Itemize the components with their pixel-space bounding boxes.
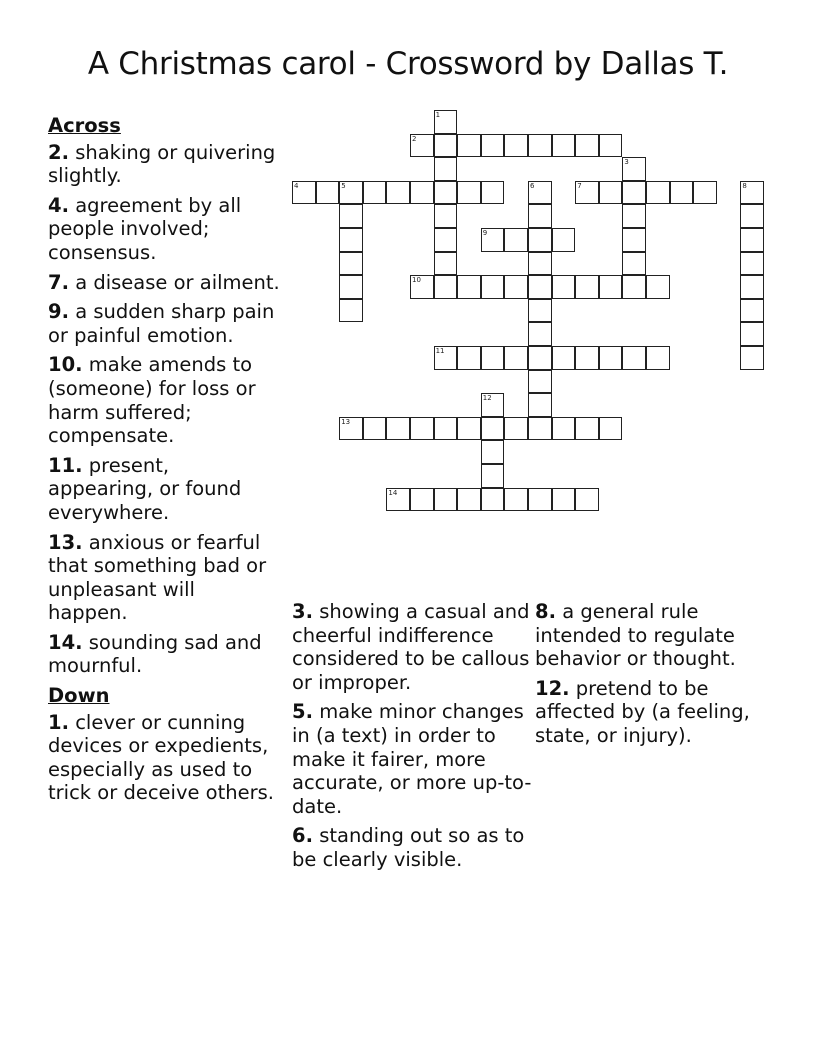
clue-text: sounding sad and mournful. — [48, 630, 262, 678]
clue-number: 10. — [48, 353, 83, 377]
clue-number: 8. — [535, 600, 556, 623]
grid-cell[interactable] — [528, 204, 552, 228]
grid-cell[interactable] — [575, 134, 599, 158]
grid-cell[interactable] — [410, 134, 434, 158]
grid-cell[interactable] — [434, 252, 458, 276]
cell-number: 13 — [341, 417, 351, 426]
clue-text: agreement by all people involved; consensus. — [48, 193, 242, 264]
grid-cell[interactable] — [552, 134, 576, 158]
grid-cell[interactable] — [434, 346, 458, 370]
grid-cell[interactable] — [504, 228, 528, 252]
clue-column-3 — [535, 600, 770, 754]
grid-cell[interactable] — [599, 134, 623, 158]
grid-cell[interactable] — [575, 417, 599, 441]
grid-cell[interactable] — [670, 181, 694, 205]
grid-cell[interactable] — [339, 181, 363, 205]
cell-number: 3 — [624, 158, 629, 167]
grid-cell[interactable] — [457, 275, 481, 299]
cell-number: 14 — [388, 488, 398, 497]
grid-cell[interactable] — [599, 417, 623, 441]
down-clue-3 — [292, 600, 532, 694]
clue-column-2 — [292, 600, 532, 878]
grid-cell[interactable] — [504, 346, 528, 370]
grid-cell[interactable] — [481, 488, 505, 512]
clue-text: shaking or quivering slightly. — [48, 140, 276, 188]
down-clue-5 — [292, 700, 532, 818]
grid-cell[interactable] — [410, 275, 434, 299]
clue-text: a sudden sharp pain or painful emotion. — [48, 300, 275, 347]
grid-cell[interactable] — [528, 299, 552, 323]
grid-cell[interactable] — [292, 181, 316, 205]
grid-cell[interactable] — [528, 346, 552, 370]
grid-cell[interactable] — [740, 346, 764, 370]
grid-cell[interactable] — [434, 110, 458, 134]
down-clue-6 — [292, 824, 532, 871]
grid-cell[interactable] — [740, 275, 764, 299]
grid-cell[interactable] — [622, 346, 646, 370]
grid-cell[interactable] — [552, 488, 576, 512]
cell-number: 9 — [482, 229, 488, 237]
clue-text: a general rule intended to regulate behavior or thought. — [535, 600, 736, 671]
clue-text: make amends to (someone) for loss or harm suffered; compensate. — [48, 353, 256, 448]
grid-cell[interactable] — [504, 275, 528, 299]
down-clue-12 — [535, 677, 770, 748]
clue-number: 5. — [292, 700, 313, 724]
grid-cell[interactable] — [481, 228, 505, 252]
clue-number: 14. — [48, 630, 83, 654]
grid-cell[interactable] — [528, 228, 552, 252]
grid-cell[interactable] — [339, 204, 363, 228]
grid-cell[interactable] — [339, 275, 363, 299]
across-clue-13 — [48, 531, 280, 625]
clue-number: 6. — [292, 824, 313, 848]
cell-number: 5 — [341, 181, 346, 190]
grid-cell[interactable] — [457, 181, 481, 205]
grid-cell[interactable] — [622, 252, 646, 276]
cell-number: 2 — [412, 134, 417, 143]
grid-cell[interactable] — [481, 181, 505, 205]
cell-number: 1 — [435, 111, 441, 119]
across-clue-14 — [48, 631, 280, 678]
down-clue-1 — [48, 711, 280, 805]
grid-cell[interactable] — [434, 228, 458, 252]
grid-cell[interactable] — [622, 275, 646, 299]
grid-cell[interactable] — [646, 181, 670, 205]
grid-cell[interactable] — [622, 204, 646, 228]
across-clue-4 — [48, 194, 280, 265]
grid-cell[interactable] — [434, 134, 458, 158]
grid-cell[interactable] — [339, 417, 363, 441]
grid-cell[interactable] — [528, 417, 552, 441]
grid-cell[interactable] — [386, 181, 410, 205]
grid-cell[interactable] — [504, 417, 528, 441]
grid-cell[interactable] — [693, 181, 717, 205]
grid-cell[interactable] — [740, 181, 764, 205]
clue-text: a disease or ailment. — [75, 270, 280, 294]
grid-cell[interactable] — [740, 252, 764, 276]
grid-cell[interactable] — [740, 228, 764, 252]
clue-text: anxious or fearful that something bad or unpleasant will happen. — [48, 530, 267, 625]
cell-number: 10 — [412, 276, 421, 285]
grid-cell[interactable] — [339, 228, 363, 252]
grid-cell[interactable] — [386, 488, 410, 512]
clue-text: standing out so as to be clearly visible. — [292, 824, 525, 871]
clue-number: 4. — [48, 193, 69, 217]
cell-number: 4 — [294, 181, 299, 190]
clue-number: 7. — [48, 270, 69, 294]
grid-cell[interactable] — [552, 417, 576, 441]
grid-cell[interactable] — [481, 134, 505, 158]
grid-cell[interactable] — [481, 346, 505, 370]
grid-cell[interactable] — [646, 346, 670, 370]
grid-cell[interactable] — [740, 204, 764, 228]
grid-cell[interactable] — [528, 393, 552, 417]
grid-cell[interactable] — [622, 181, 646, 205]
across-clue-9 — [48, 300, 280, 347]
across-heading: Across — [48, 114, 121, 137]
grid-cell[interactable] — [434, 488, 458, 512]
grid-cell[interactable] — [528, 181, 552, 205]
grid-cell[interactable] — [481, 464, 505, 488]
grid-cell[interactable] — [622, 157, 646, 181]
grid-cell[interactable] — [740, 322, 764, 346]
grid-cell[interactable] — [528, 275, 552, 299]
clue-number: 11. — [48, 453, 83, 477]
grid-cell[interactable] — [552, 228, 576, 252]
clue-column-1 — [48, 114, 280, 811]
grid-cell[interactable] — [457, 134, 481, 158]
grid-cell[interactable] — [504, 134, 528, 158]
clue-number: 13. — [48, 530, 83, 554]
clue-number: 12. — [535, 676, 570, 700]
grid-cell[interactable] — [339, 252, 363, 276]
grid-cell[interactable] — [363, 417, 387, 441]
grid-cell[interactable] — [434, 417, 458, 441]
clue-text: present, appearing, or found everywhere. — [48, 453, 242, 524]
cell-number: 11 — [435, 347, 445, 355]
grid-cell[interactable] — [410, 488, 434, 512]
grid-cell[interactable] — [575, 181, 599, 205]
grid-cell[interactable] — [599, 275, 623, 299]
grid-cell[interactable] — [457, 488, 481, 512]
grid-cell[interactable] — [434, 204, 458, 228]
grid-cell[interactable] — [434, 157, 458, 181]
page-title: A Christmas carol - Crossword by Dallas T. — [87, 46, 729, 82]
cell-number: 8 — [742, 181, 747, 190]
clue-number: 1. — [48, 710, 69, 734]
grid-cell[interactable] — [481, 393, 505, 417]
grid-cell[interactable] — [316, 181, 340, 205]
cell-number: 7 — [577, 181, 582, 190]
grid-cell[interactable] — [528, 252, 552, 276]
grid-cell[interactable] — [599, 346, 623, 370]
across-clue-2 — [48, 141, 280, 188]
grid-cell[interactable] — [552, 346, 576, 370]
clue-number: 9. — [48, 300, 69, 324]
grid-cell[interactable] — [622, 228, 646, 252]
across-clue-7 — [48, 271, 280, 295]
grid-cell[interactable] — [410, 181, 434, 205]
grid-cell[interactable] — [599, 181, 623, 205]
across-clue-10 — [48, 353, 280, 447]
grid-cell[interactable] — [481, 417, 505, 441]
grid-cell[interactable] — [575, 488, 599, 512]
clue-text: clever or cunning devices or expedients, especially as used to trick or deceive others. — [48, 710, 274, 805]
grid-cell[interactable] — [528, 370, 552, 394]
grid-cell[interactable] — [528, 134, 552, 158]
grid-cell[interactable] — [434, 181, 458, 205]
grid-cell[interactable] — [481, 275, 505, 299]
grid-cell[interactable] — [552, 275, 576, 299]
grid-cell[interactable] — [646, 275, 670, 299]
grid-cell[interactable] — [575, 346, 599, 370]
down-heading: Down — [48, 684, 110, 708]
clue-number: 2. — [48, 140, 69, 164]
clue-text: showing a casual and cheerful indifference considered to be callous or improper. — [292, 600, 530, 694]
grid-cell[interactable] — [339, 299, 363, 323]
grid-cell[interactable] — [575, 275, 599, 299]
grid-cell[interactable] — [740, 299, 764, 323]
grid-cell[interactable] — [528, 488, 552, 512]
grid-cell[interactable] — [528, 322, 552, 346]
grid-cell[interactable] — [457, 417, 481, 441]
down-clue-8 — [535, 600, 770, 671]
cell-number: 12 — [482, 394, 492, 403]
grid-cell[interactable] — [504, 488, 528, 512]
grid-cell[interactable] — [363, 181, 387, 205]
grid-cell[interactable] — [410, 417, 434, 441]
clue-number: 3. — [292, 600, 313, 623]
cell-number: 6 — [530, 181, 535, 190]
grid-cell[interactable] — [434, 275, 458, 299]
across-clue-11 — [48, 454, 280, 525]
clue-text: make minor changes in (a text) in order to make it fairer, more accurate, or more up-to-date. — [292, 700, 532, 818]
clue-text: pretend to be affected by (a feeling, state, or injury). — [535, 676, 750, 747]
grid-cell[interactable] — [386, 417, 410, 441]
grid-cell[interactable] — [457, 346, 481, 370]
grid-cell[interactable] — [481, 440, 505, 464]
